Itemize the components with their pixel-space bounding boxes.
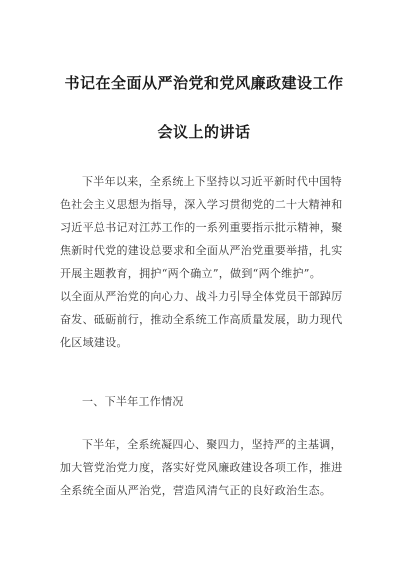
body-paragraph-1 <box>60 170 350 354</box>
paragraph-line: 全系统全面从严治党，营造风清气正的良好政治生态。 <box>60 484 332 497</box>
paragraph-line: 下半年以来，全系统上下坚持以习近平新时代中国特 <box>82 175 342 188</box>
paragraph-line: 下半年，全系统凝四心、聚四力，坚持严的主基调， <box>82 438 342 451</box>
paragraph-line: 奋发、砥砺前行，推动全系统工作高质量发展，助力现代 <box>60 313 343 326</box>
paragraph-line: 开展主题教育，拥护“两个确立”，做到“两个维护”。 <box>60 267 321 280</box>
document-title-line2: 会议上的讲话 <box>157 123 251 141</box>
paragraph-line: 色社会主义思想为指导，深入学习贯彻党的二十大精神和 <box>60 198 343 211</box>
paragraph-line: 化区域建设。 <box>60 336 128 349</box>
document-title-line1: 书记在全面从严治党和党风廉政建设工作 <box>64 74 344 92</box>
section-heading: 一、下半年工作情况 <box>82 395 184 408</box>
body-paragraph-2 <box>60 433 350 502</box>
paragraph-line: 焦新时代党的建设总要求和全面从严治党重要举措，扎实 <box>60 244 343 257</box>
paragraph-line: 习近平总书记对江苏工作的一系列重要指示批示精神，聚 <box>60 221 343 234</box>
paragraph-line: 以全面从严治党的向心力、战斗力引导全体党员干部踔厉 <box>60 290 343 303</box>
paragraph-line: 加大管党治党力度，落实好党风廉政建设各项工作，推进 <box>60 461 343 474</box>
